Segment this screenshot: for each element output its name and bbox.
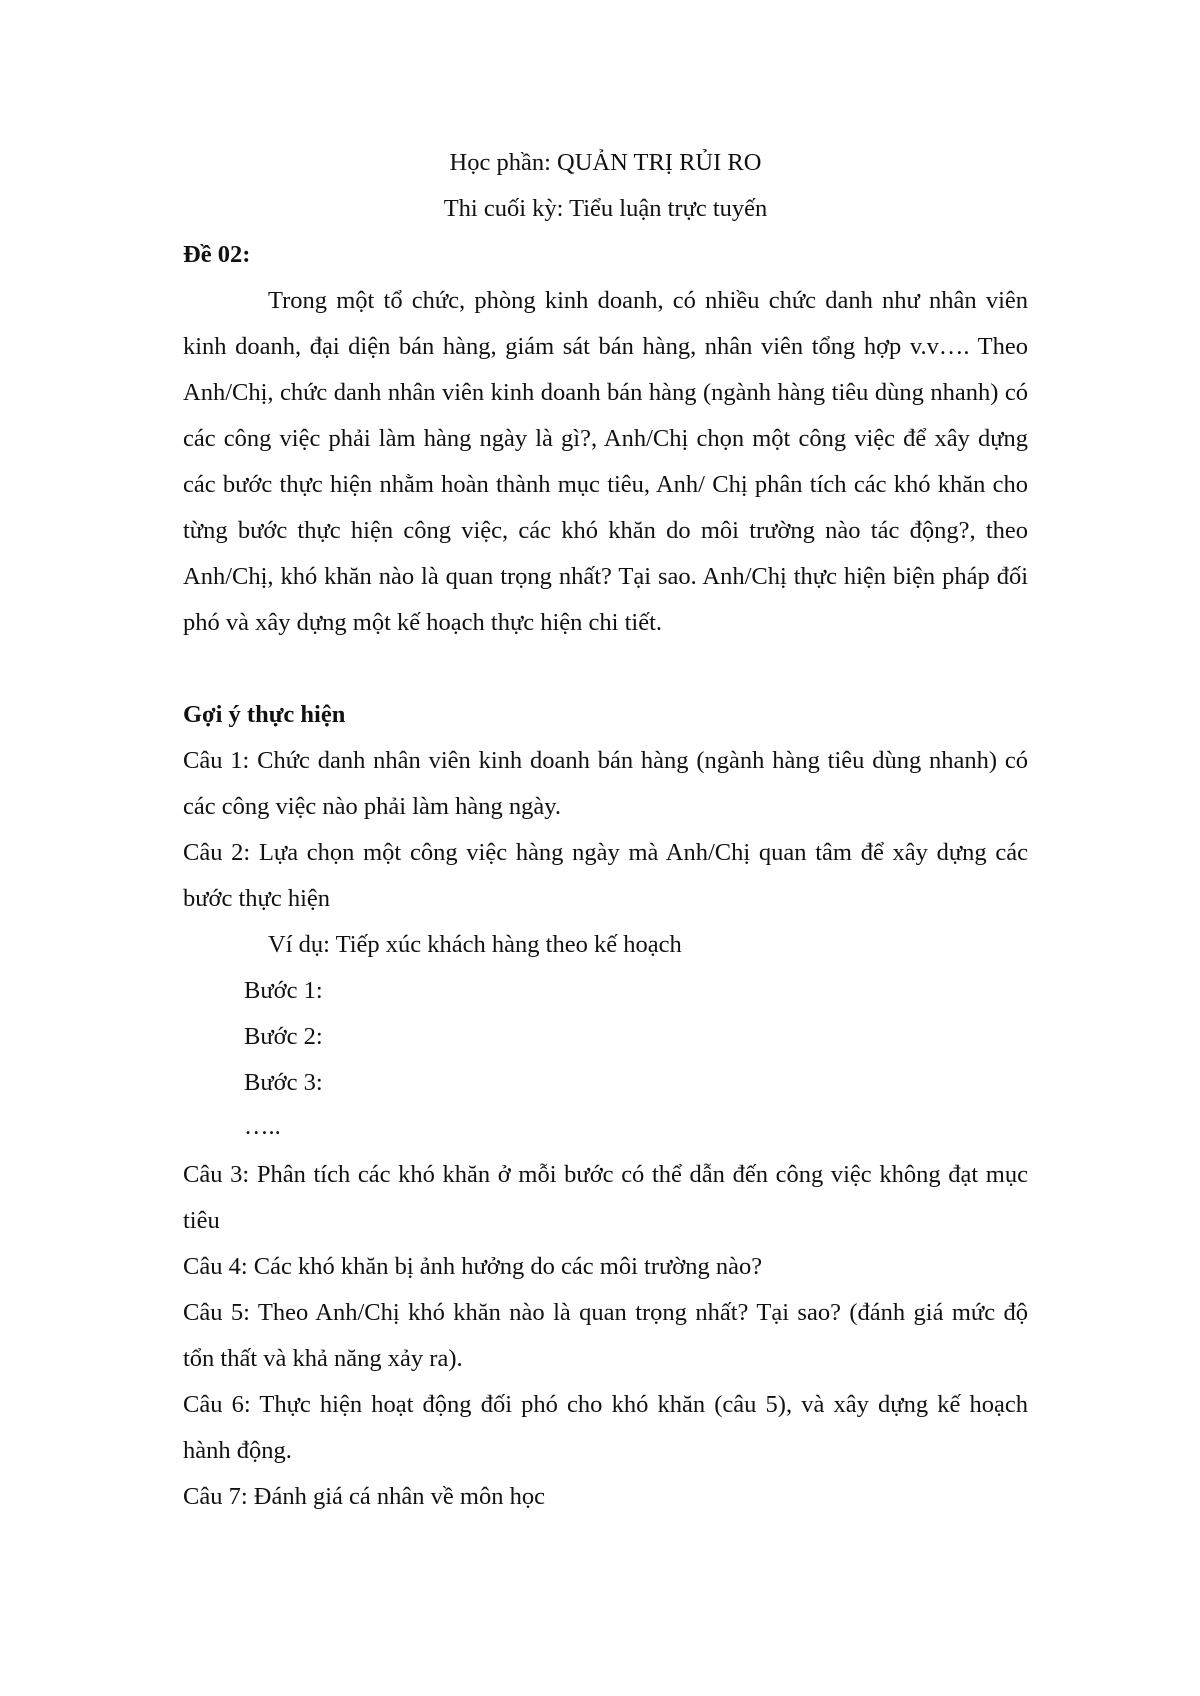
question-3: Câu 3: Phân tích các khó khăn ở mỗi bước có thể dẫn đến công việc không đạt mục tiêu	[183, 1161, 1028, 1234]
example-line: Ví dụ: Tiếp xúc khách hàng theo kế hoạch	[268, 931, 682, 958]
step-2: Bước 2:	[244, 1023, 323, 1050]
assignment-prompt: Trong một tổ chức, phòng kinh doanh, có nhiều chức danh như nhân viên kinh doanh, đại diện bán hàng, giám sát bán hàng, nhân viên tổng hợp v.v…. Theo Anh/Chị, chức danh nhân viên kinh doanh bán hàng (ngành hàng tiêu dùng nhanh) có các công việc phải làm hàng ngày là gì?, Anh/Chị chọn một công việc để xây dựng các bước thực hiện nhằm hoàn thành mục tiêu, Anh/ Chị phân tích các khó khăn cho từng bước thực hiện công việc, các khó khăn do môi trường nào tác động?, theo Anh/Chị, khó khăn nào là quan trọng nhất? Tại sao. Anh/Chị thực hiện biện pháp đối phó và xây dựng một kế hoạch thực hiện chi tiết.	[183, 287, 1028, 636]
step-3: Bước 3:	[244, 1069, 323, 1096]
question-5: Câu 5: Theo Anh/Chị khó khăn nào là quan trọng nhất? Tại sao? (đánh giá mức độ tổn thất và khả năng xảy ra).	[183, 1299, 1028, 1372]
question-1: Câu 1: Chức danh nhân viên kinh doanh bán hàng (ngành hàng tiêu dùng nhanh) có các công việc nào phải làm hàng ngày.	[183, 747, 1028, 820]
course-title: Học phần: QUẢN TRỊ RỦI RO	[449, 149, 762, 176]
question-4: Câu 4: Các khó khăn bị ảnh hưởng do các môi trường nào?	[183, 1253, 763, 1280]
question-7: Câu 7: Đánh giá cá nhân về môn học	[183, 1483, 545, 1510]
guide-heading: Gợi ý thực hiện	[183, 701, 346, 728]
step-1: Bước 1:	[244, 977, 323, 1004]
exam-subtitle: Thi cuối kỳ: Tiểu luận trực tuyến	[443, 195, 768, 222]
assignment-label: Đề 02:	[183, 241, 251, 268]
question-6: Câu 6: Thực hiện hoạt động đối phó cho khó khăn (câu 5), và xây dựng kế hoạch hành động.	[183, 1391, 1028, 1464]
steps-ellipsis: …..	[244, 1113, 281, 1140]
question-2: Câu 2: Lựa chọn một công việc hàng ngày mà Anh/Chị quan tâm để xây dựng các bước thực hiện	[183, 839, 1028, 912]
